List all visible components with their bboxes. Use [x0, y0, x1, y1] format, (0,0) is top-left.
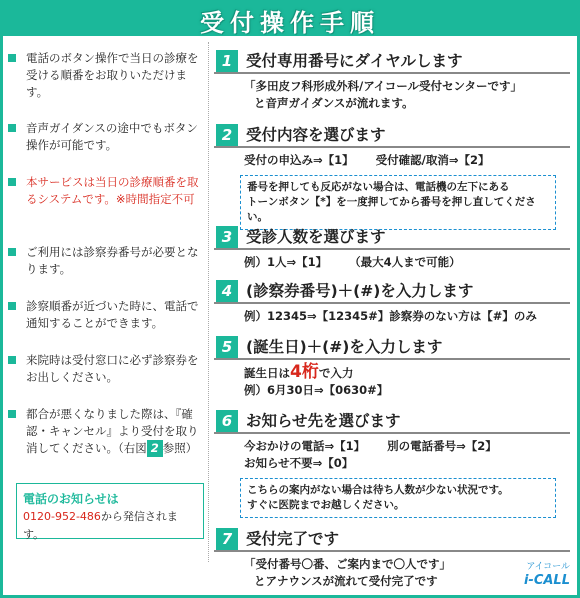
phone-notice-box	[16, 483, 204, 539]
bullet-icon	[8, 248, 16, 256]
tone-button-note: 番号を押しても反応がない場合は、電話機の左下にある トーンボタン【*】を一度押してから番号を押し直してください。	[240, 175, 556, 230]
divider	[208, 42, 209, 562]
bullet-icon	[8, 356, 16, 364]
waiting-note: こちらの案内がない場合は待ち人数が少ない状況です。 すぐに医院までお越しください。	[240, 478, 556, 518]
note-text: 診察順番が近づいた時に、電話で通知することができます。	[26, 299, 199, 330]
step-number-badge: 7	[216, 528, 238, 550]
note-text: 音声ガイダンスの途中でもボタン操作が可能です。	[26, 121, 198, 152]
note-text: 本サービスは当日の診療順番を取るシステムです。※時間指定不可	[26, 175, 199, 206]
step-text: 例）1人⇒【1】	[244, 255, 328, 269]
step-text: 「受付番号〇番、ご案内まで〇人です」	[244, 557, 451, 571]
note-item	[8, 298, 204, 332]
step-number-badge: 5	[216, 336, 238, 358]
step-number-badge: 3	[216, 226, 238, 248]
page-title: 受付操作手順	[200, 9, 380, 37]
step-title: 受付完了です	[246, 530, 340, 548]
step-chip: 2	[147, 440, 163, 457]
step-title: 受付内容を選びます	[246, 126, 386, 144]
step-number-badge: 2	[216, 124, 238, 146]
step-text: （最大4人まで可能）	[349, 255, 461, 269]
step-title: 受付専用番号にダイヤルします	[246, 52, 463, 70]
bullet-icon	[8, 124, 16, 132]
step-1	[214, 50, 570, 112]
step-6	[214, 410, 570, 518]
note-text: 電話のボタン操作で当日の診療を受ける順番をお取りいただけます。	[26, 51, 199, 99]
bullet-icon	[8, 54, 16, 62]
step-title: 受診人数を選びます	[246, 228, 386, 246]
step-number-badge: 1	[216, 50, 238, 72]
step-text: お知らせ不要⇒【0】	[244, 456, 354, 470]
step-text: 例）12345⇒【12345#】診察券のない方は【#】のみ	[244, 309, 537, 323]
note-item	[8, 406, 204, 457]
step-text: 例）6月30日⇒【0630#】	[244, 383, 389, 397]
step-title: (診察券番号)＋(#)を入力します	[246, 282, 474, 300]
step-2	[214, 124, 570, 230]
step-number-badge: 6	[216, 410, 238, 432]
step-title: お知らせ先を選びます	[246, 412, 401, 430]
phone-number: 0120-952-486	[23, 510, 101, 523]
icall-logo: アイコール i-CALL	[523, 562, 570, 588]
bullet-icon	[8, 302, 16, 310]
note-item	[8, 352, 204, 386]
step-4	[214, 280, 570, 325]
step-number-badge: 4	[216, 280, 238, 302]
step-text: 受付の申込み⇒【1】	[244, 153, 354, 167]
note-text: ご利用には診察券番号が必要となります。	[26, 245, 199, 276]
phone-notice-title: 電話のお知らせは	[23, 492, 119, 506]
step-text: 誕生日は4桁で入力	[244, 362, 354, 382]
phone-notice-text: 0120-952-486から発信されます。	[23, 510, 178, 541]
bullet-icon	[8, 178, 16, 186]
step-5	[214, 336, 570, 399]
step-3	[214, 226, 570, 271]
step-text: 今おかけの電話⇒【1】 別の電話番号⇒【2】	[244, 439, 497, 453]
bullet-icon	[8, 410, 16, 418]
header-bar	[0, 0, 580, 36]
note-text: 来院時は受付窓口に必ず診察券をお出しください。	[26, 353, 199, 384]
step-text: 受付確認/取消⇒【2】	[375, 153, 490, 167]
note-item	[8, 50, 204, 101]
emphasis-text: 4桁	[290, 362, 319, 382]
step-text: 「多田皮フ科形成外科/アイコール受付センターです」	[244, 79, 523, 93]
note-item	[8, 174, 204, 208]
note-item	[8, 244, 204, 278]
step-text: とアナウンスが流れて受付完了です	[254, 574, 438, 588]
note-text: 都合が悪くなりました際は、『確認・キャンセル』より受付を取り消してください。（右図 2 参照）	[26, 407, 199, 455]
step-text: と音声ガイダンスが流れます。	[254, 96, 414, 110]
note-item	[8, 120, 204, 154]
step-title: (誕生日)＋(#)を入力します	[246, 338, 443, 356]
